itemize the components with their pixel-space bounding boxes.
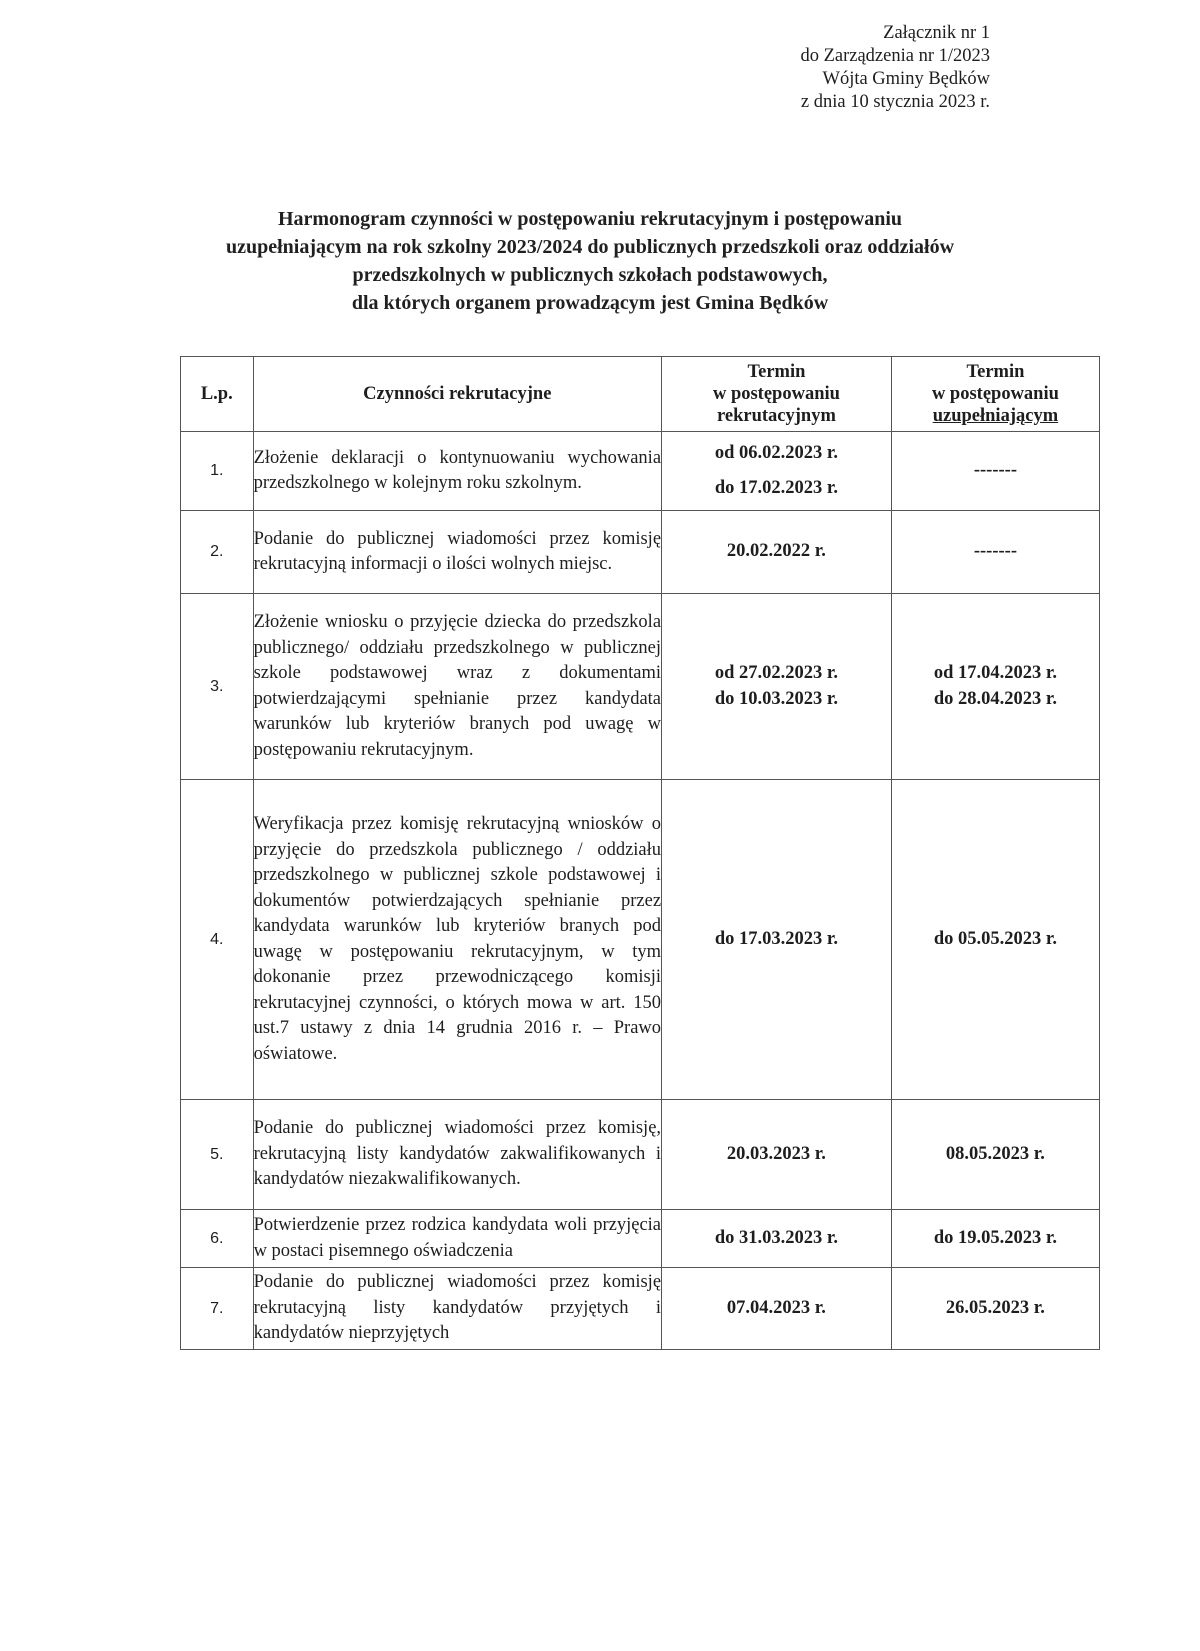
title-line: uzupełniającym na rok szkolny 2023/2024 do publicznych przedszkoli oraz oddziałów [225,236,955,258]
date-value: od 06.02.2023 r. [714,442,839,463]
header-line: w postępowaniu [712,384,840,404]
row-term-supplementary [891,1100,1099,1210]
row-number: 5. [181,1100,254,1210]
row-term-recruitment [662,594,892,780]
date-value: 26.05.2023 r. [945,1297,1045,1318]
row-term-supplementary [891,511,1099,594]
table-row [181,1268,1100,1350]
row-activity: Potwierdzenie przez rodzica kandydata woli przyjęcia w postaci pisemnego oświadczenia [253,1210,661,1268]
attachment-order-ref: do Zarządzenia nr 1/2023 [800,46,990,66]
row-activity: Podanie do publicznej wiadomości przez komisję, rekrutacyjną listy kandydatów zakwalifikowanych i kandydatów niezakwalifikowanych. [253,1100,661,1210]
document-title [140,205,1040,317]
header-line: uzupełniającym [932,406,1059,426]
row-term-recruitment [662,1268,892,1350]
header-line: Termin [966,362,1025,382]
date-value: do 17.03.2023 r. [714,928,839,949]
table-row [181,432,1100,511]
table-row [181,594,1100,780]
row-term-recruitment [662,511,892,594]
date-value: do 17.02.2023 r. [714,478,839,498]
date-value: 20.02.2022 r. [726,541,826,562]
row-term-supplementary [891,594,1099,780]
schedule-table [180,356,1100,1350]
table-row [181,1100,1100,1210]
row-number: 4. [181,780,254,1100]
header-lp: L.p. [181,357,254,432]
date-value: do 31.03.2023 r. [714,1227,839,1248]
title-line: Harmonogram czynności w postępowaniu rekrutacyjnym i postępowaniu [277,208,903,230]
row-activity: Podanie do publicznej wiadomości przez komisję rekrutacyjną listy kandydatów przyjętych i kandydatów nieprzyjętych [253,1268,661,1350]
spacer [662,466,891,476]
row-activity: Podanie do publicznej wiadomości przez komisję rekrutacyjną informacji o ilości wolnych miejsc. [253,511,661,594]
title-line: przedszkolnych w publicznych szkołach podstawowych, [352,264,828,286]
row-number: 3. [181,594,254,780]
header-line: rekrutacyjnym [717,406,836,426]
attachment-header [800,22,990,114]
table-row [181,1210,1100,1268]
date-value: od 27.02.2023 r. [714,663,839,683]
row-term-supplementary [891,1268,1099,1350]
row-number: 1. [181,432,254,511]
row-term-supplementary [891,1210,1099,1268]
date-value: 20.03.2023 r. [726,1143,826,1164]
date-value: do 10.03.2023 r. [714,688,839,709]
row-term-recruitment [662,1100,892,1210]
header-activity: Czynności rekrutacyjne [253,357,661,432]
row-number: 6. [181,1210,254,1268]
attachment-number: Załącznik nr 1 [883,23,990,43]
date-value: ------- [973,460,1017,481]
attachment-issuer: Wójta Gminy Będków [822,69,990,89]
date-value: 07.04.2023 r. [726,1297,826,1318]
row-term-recruitment [662,1210,892,1268]
row-activity: Weryfikacja przez komisję rekrutacyjną wniosków o przyjęcie do przedszkola publicznego / oddziału przedszkolnego w publicznej szkole podstawowej i dokumentów potwierdzających spełnianie przez kandydata warunków lub kryteriów branych pod uwagę w postępowaniu rekrutacyjnym, w tym dokonanie przez przewodniczącego komisji rekrutacyjnej czynności, o których mowa w art. 150 ust.7 ustawy z dnia 14 grudnia 2016 r. – Prawo oświatowe. [253,780,661,1100]
date-value: ------- [973,541,1017,562]
row-term-recruitment [662,432,892,511]
header-term-supplementary [891,357,1099,432]
row-activity: Złożenie wniosku o przyjęcie dziecka do przedszkola publicznego/ oddziału przedszkolnego w publicznej szkole podstawowej wraz z dokumentami potwierdzającymi spełnianie przez kandydata warunków lub kryteriów branych pod uwagę w postępowaniu rekrutacyjnym. [253,594,661,780]
date-value: od 17.04.2023 r. [933,663,1058,683]
row-activity: Złożenie deklaracji o kontynuowaniu wychowania przedszkolnego w kolejnym roku szkolnym. [253,432,661,511]
header-line: w postępowaniu [931,384,1059,404]
header-term-recruitment [662,357,892,432]
table-row [181,511,1100,594]
date-value: do 05.05.2023 r. [933,928,1058,949]
attachment-date: z dnia 10 stycznia 2023 r. [800,92,990,112]
row-term-supplementary [891,432,1099,511]
table-header-row [181,357,1100,432]
row-term-supplementary [891,780,1099,1100]
header-line: Termin [747,362,806,382]
title-line: dla których organem prowadzącym jest Gmina Będków [351,292,829,314]
date-value: do 19.05.2023 r. [933,1227,1058,1248]
row-term-recruitment [662,780,892,1100]
date-value: 08.05.2023 r. [945,1143,1045,1164]
row-number: 2. [181,511,254,594]
date-value: do 28.04.2023 r. [933,688,1058,709]
row-number: 7. [181,1268,254,1350]
table-row [181,780,1100,1100]
